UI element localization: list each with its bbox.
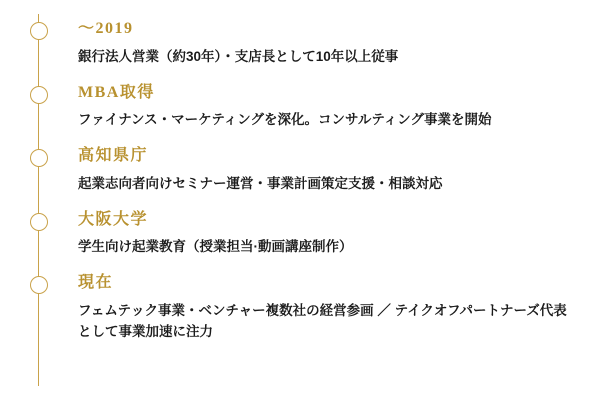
timeline-item-title: 大阪大学 bbox=[78, 210, 149, 228]
timeline-item bbox=[20, 209, 580, 259]
timeline-marker-icon bbox=[30, 213, 48, 231]
timeline-marker-icon bbox=[30, 22, 48, 40]
timeline-item bbox=[20, 145, 580, 195]
timeline-item-description: フェムテック事業・ベンチャー複数社の経営参画 ／ テイクオフパートナーズ代表として事業加速に注力 bbox=[78, 302, 567, 339]
timeline-item-description: 銀行法人営業（約30年）・支店長として10年以上従事 bbox=[78, 48, 399, 64]
timeline-item-title: 現在 bbox=[78, 274, 114, 292]
timeline-item-description: 起業志向者向けセミナー運営・事業計画策定支援・相談対応 bbox=[78, 175, 443, 191]
timeline-item-title: 高知県庁 bbox=[78, 147, 149, 165]
timeline-item bbox=[20, 82, 580, 132]
timeline-marker-icon bbox=[30, 86, 48, 104]
timeline-item-description: ファイナンス・マーケティングを深化。コンサルティング事業を開始 bbox=[78, 112, 492, 128]
timeline-event-list bbox=[20, 18, 580, 343]
timeline-item-title: MBA取得 bbox=[78, 83, 155, 101]
timeline-item bbox=[20, 272, 580, 342]
timeline-item bbox=[20, 18, 580, 68]
timeline-marker-icon bbox=[30, 276, 48, 294]
timeline-marker-icon bbox=[30, 149, 48, 167]
timeline-item-description: 学生向け起業教育（授業担当·動画講座制作） bbox=[78, 239, 353, 255]
timeline-item-title: 〜2019 bbox=[78, 20, 134, 37]
